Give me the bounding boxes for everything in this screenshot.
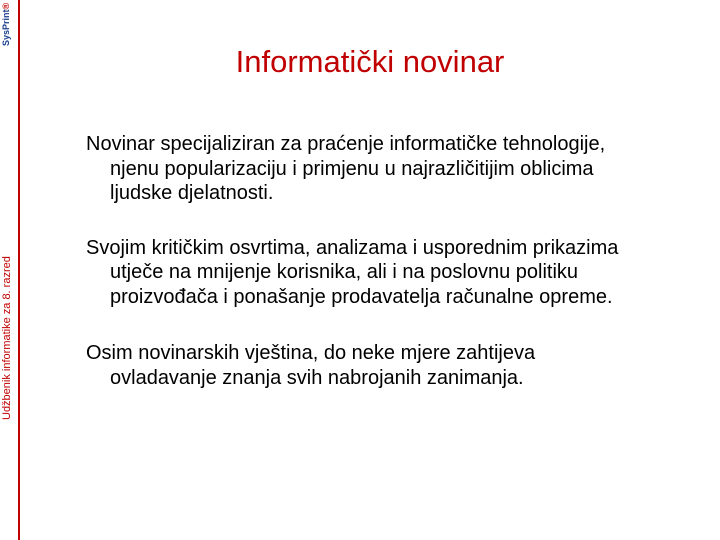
- side-divider-line: [18, 0, 20, 540]
- logo-text: SysPrint®: [1, 2, 11, 46]
- side-caption-text: Udžbenik informatike za 8. razred: [1, 256, 13, 420]
- paragraph-3: Osim novinarskih vještina, do neke mjere zahtijeva ovladavanje znanja svih nabrojanih zanimanja.: [86, 342, 536, 389]
- slide-title: Informatički novinar: [235, 44, 505, 79]
- paragraph-1: Novinar specijaliziran za praćenje informatičke tehnologije, njenu popularizaciju i primjenu u najrazličitijim oblicima ljudske djelatnosti.: [86, 133, 606, 204]
- side-caption: [0, 0, 18, 540]
- paragraph-2: Svojim kritičkim osvrtima, analizama i usporednim prikazima utječe na mnijenje korisnika, ali i na poslovnu politiku proizvođača i ponašanje prodavatelja računalne opreme.: [86, 236, 619, 308]
- slide-body: [86, 132, 646, 420]
